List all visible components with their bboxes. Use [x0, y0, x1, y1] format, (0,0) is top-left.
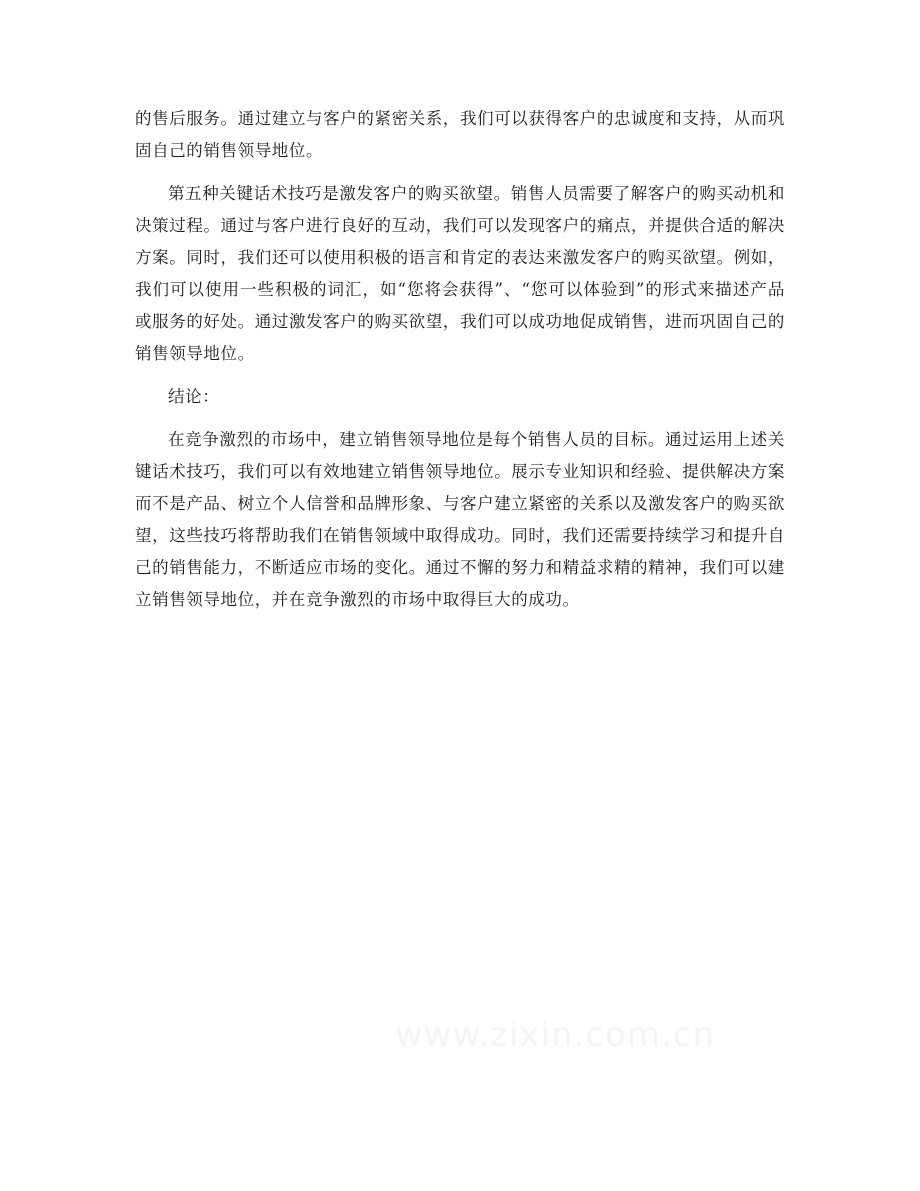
document-body	[135, 103, 785, 616]
paragraph-conclusion: 在竞争激烈的市场中，建立销售领导地位是每个销售人员的目标。通过运用上述关键话术技巧，我们可以有效地建立销售领导地位。展示专业知识和经验、提供解决方案而不是产品、树立个人信誉和品牌形象、与客户建立紧密的关系以及激发客户的购买欲望，这些技巧将帮助我们在销售领域中取得成功。同时，我们还需要持续学习和提升自己的销售能力，不断适应市场的变化。通过不懈的努力和精益求精的精神，我们可以建立销售领导地位，并在竞争激烈的市场中取得巨大的成功。	[135, 430, 785, 609]
watermark	[395, 1015, 715, 1055]
conclusion-heading: 结论：	[168, 387, 220, 406]
paragraph-continuation: 的售后服务。通过建立与客户的紧密关系，我们可以获得客户的忠诚度和支持，从而巩固自己的销售领导地位。	[135, 109, 785, 160]
paragraph-technique-five: 第五种关键话术技巧是激发客户的购买欲望。销售人员需要了解客户的购买动机和决策过程。通过与客户进行良好的互动，我们可以发现客户的痛点，并提供合适的解决方案。同时，我们还可以使用积极的语言和肯定的表达来激发客户的购买欲望。例如，我们可以使用一些积极的词汇，如“您将会获得”、“您可以体验到”的形式来描述产品或服务的好处。通过激发客户的购买欲望，我们可以成功地促成销售，进而巩固自己的销售领导地位。	[135, 184, 785, 363]
